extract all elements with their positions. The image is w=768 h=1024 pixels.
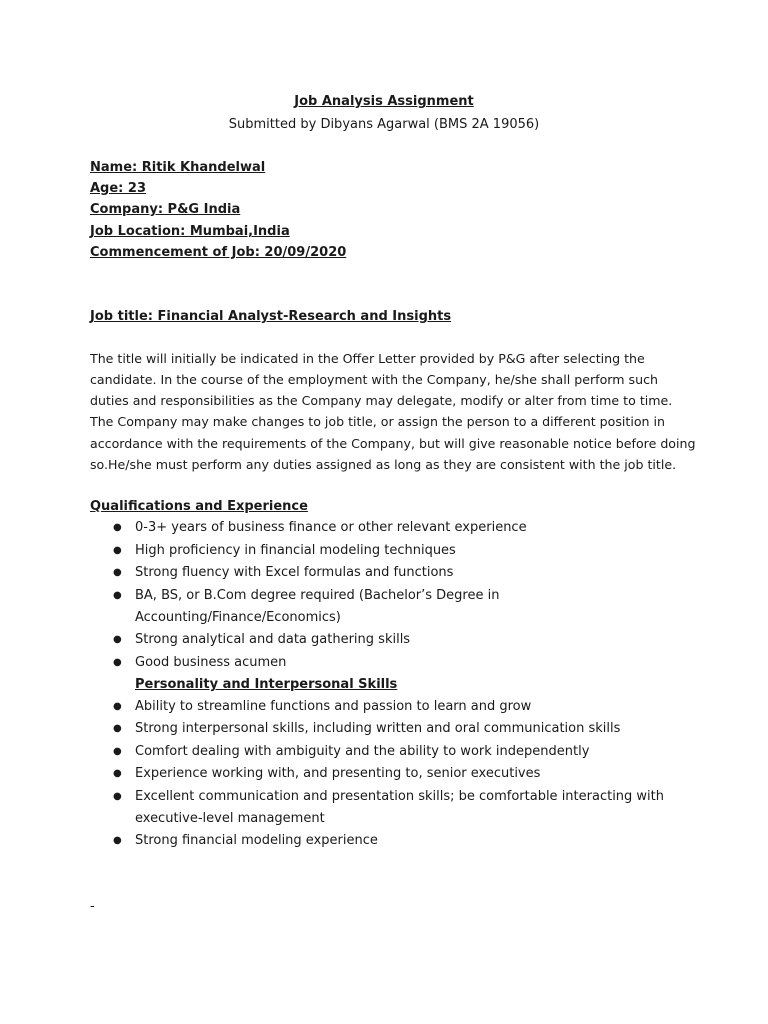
list-item: Comfort dealing with ambiguity and the ability to work independently (135, 744, 590, 759)
list-item: High proficiency in financial modeling techniques (135, 543, 456, 558)
list-item: Ability to streamline functions and passion to learn and grow (135, 699, 532, 714)
list-item: BA, BS, or B.Com degree required (Bachelor’s Degree in (135, 588, 500, 603)
list-item: Strong interpersonal skills, including written and oral communication skills (135, 721, 621, 736)
field-company: Company: P&G India (90, 202, 241, 217)
bullet-icon: ● (113, 701, 122, 712)
field-age: Age: 23 (90, 181, 146, 196)
bullet-icon: ● (113, 567, 122, 578)
field-job-location: Job Location: Mumbai,India (90, 224, 290, 239)
bullet-icon: ● (113, 791, 122, 802)
list-item: Strong financial modeling experience (135, 833, 378, 848)
paragraph-line: candidate. In the course of the employment with the Company, he/she shall perform such (90, 372, 658, 387)
personality-heading: Personality and Interpersonal Skills (135, 677, 398, 692)
list-item-continuation: executive-level management (135, 811, 325, 826)
bullet-icon: ● (113, 634, 122, 645)
paragraph-line: accordance with the requirements of the Company, but will give reasonable notice before doing (90, 436, 696, 451)
bullet-icon: ● (113, 590, 122, 601)
list-item: Strong analytical and data gathering skills (135, 632, 411, 647)
bullet-icon: ● (113, 522, 122, 533)
paragraph-line: The title will initially be indicated in the Offer Letter provided by P&G after selecting the (90, 351, 645, 366)
trailing-dash: - (90, 899, 95, 914)
bullet-icon: ● (113, 746, 122, 757)
bullet-icon: ● (113, 723, 122, 734)
list-item: Strong fluency with Excel formulas and functions (135, 565, 454, 580)
document-subtitle: Submitted by Dibyans Agarwal (BMS 2A 19056) (228, 117, 540, 132)
paragraph-line: duties and responsibilities as the Company may delegate, modify or alter from time to time. (90, 393, 673, 408)
document-title: Job Analysis Assignment (294, 94, 474, 109)
qualifications-heading: Qualifications and Experience (90, 499, 308, 514)
list-item: 0-3+ years of business finance or other relevant experience (135, 520, 527, 535)
bullet-icon: ● (113, 768, 122, 779)
bullet-icon: ● (113, 545, 122, 556)
field-commencement: Commencement of Job: 20/09/2020 (90, 245, 347, 260)
field-name: Name: Ritik Khandelwal (90, 160, 266, 175)
list-item-continuation: Accounting/Finance/Economics) (135, 610, 341, 625)
job-title-heading: Job title: Financial Analyst-Research and Insights (90, 309, 452, 324)
list-item: Experience working with, and presenting to, senior executives (135, 766, 541, 781)
paragraph-line: The Company may make changes to job title, or assign the person to a different position in (90, 414, 666, 429)
bullet-icon: ● (113, 835, 122, 846)
bullet-icon: ● (113, 657, 122, 668)
paragraph-line: so.He/she must perform any duties assigned as long as they are consistent with the job title. (90, 457, 677, 472)
list-item: Good business acumen (135, 655, 287, 670)
list-item: Excellent communication and presentation skills; be comfortable interacting with (135, 789, 665, 804)
